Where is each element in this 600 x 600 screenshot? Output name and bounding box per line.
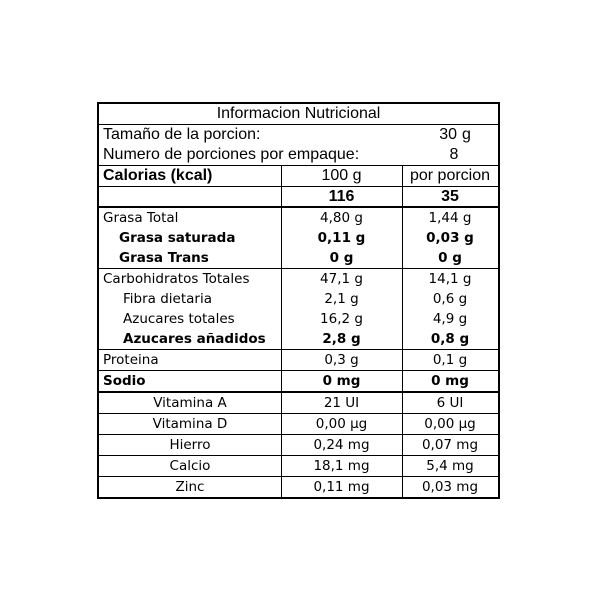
table-title: Informacion Nutricional xyxy=(216,105,381,122)
table-row xyxy=(99,455,498,476)
nutrient-per-100g: 16,2 g xyxy=(320,311,363,327)
nutrient-per-serving: 0 mg xyxy=(431,373,469,389)
col-per-serving-header: por porcion xyxy=(409,167,491,184)
table-row xyxy=(99,289,498,309)
table-row xyxy=(99,413,498,434)
portions-value: 8 xyxy=(449,145,459,163)
calories-per-serving: 35 xyxy=(441,187,459,205)
nutrient-name: Sodio xyxy=(103,373,146,389)
nutrient-per-100g: 0,3 g xyxy=(324,352,359,368)
nutrient-per-serving: 0 g xyxy=(438,250,462,266)
nutrient-per-100g: 2,1 g xyxy=(324,291,359,307)
table-row xyxy=(99,309,498,329)
micronutrient-per-serving: 0,03 mg xyxy=(421,479,479,495)
nutrient-per-serving: 0,8 g xyxy=(430,331,470,347)
nutrient-per-serving: 0,1 g xyxy=(432,352,468,368)
serving-size-unit: g xyxy=(462,125,471,143)
micronutrient-per-100g: 21 UI xyxy=(323,395,360,411)
calories-header-row xyxy=(99,165,498,186)
micronutrient-name: Calcio xyxy=(169,458,211,474)
nutrient-name: Fibra dietaria xyxy=(123,291,212,307)
micronutrient-per-serving: 0,00 µg xyxy=(424,416,476,432)
nutrient-name: Grasa saturada xyxy=(119,230,236,246)
serving-size-label: Tamaño de la porcion: xyxy=(103,125,261,143)
table-row xyxy=(99,349,498,370)
table-row xyxy=(99,391,498,413)
nutrient-name: Carbohidratos Totales xyxy=(103,271,250,287)
micronutrient-per-100g: 18,1 mg xyxy=(313,458,370,474)
col-100g-header: 100 g xyxy=(321,167,362,184)
portions-row xyxy=(99,144,498,165)
title-row xyxy=(99,104,498,124)
table-row xyxy=(99,268,498,289)
table-row xyxy=(99,434,498,455)
micronutrient-per-100g: 0,24 mg xyxy=(313,437,370,453)
calories-label: Calorias (kcal) xyxy=(103,167,213,184)
nutrient-per-100g: 0,11 g xyxy=(317,230,366,246)
nutrient-per-100g: 47,1 g xyxy=(320,271,363,287)
micronutrient-name: Vitamina A xyxy=(153,395,227,411)
micronutrient-name: Hierro xyxy=(169,437,211,453)
nutrient-name: Grasa Total xyxy=(103,210,179,226)
table-row xyxy=(99,476,498,497)
nutrient-per-100g: 2,8 g xyxy=(322,331,361,347)
table-row xyxy=(99,329,498,349)
micronutrient-per-100g: 0,00 µg xyxy=(315,416,368,432)
micronutrient-per-serving: 0,07 mg xyxy=(421,437,479,453)
table-row xyxy=(99,248,498,268)
calories-value-row xyxy=(99,186,498,206)
nutrient-per-serving: 0,03 g xyxy=(426,230,474,246)
nutrition-facts-table xyxy=(97,102,500,499)
micronutrient-per-serving: 6 UI xyxy=(436,395,464,411)
serving-size-row xyxy=(99,124,498,144)
serving-size-value: 30 xyxy=(439,125,457,143)
micronutrient-name: Vitamina D xyxy=(152,416,228,432)
nutrient-name: Grasa Trans xyxy=(119,250,209,266)
table-row xyxy=(99,370,498,391)
table-row xyxy=(99,228,498,248)
micronutrient-name: Zinc xyxy=(175,479,205,495)
nutrient-per-serving: 1,44 g xyxy=(428,210,472,226)
nutrient-per-serving: 0,6 g xyxy=(432,291,468,307)
calories-per-100g: 116 xyxy=(328,187,355,205)
column-divider-2 xyxy=(402,165,403,497)
micronutrient-per-serving: 5,4 mg xyxy=(426,458,474,474)
nutrient-per-100g: 0 mg xyxy=(322,373,361,389)
table-row xyxy=(99,206,498,228)
nutrient-name: Proteina xyxy=(103,352,159,368)
nutrient-name: Azucares totales xyxy=(123,311,235,327)
nutrient-name: Azucares añadidos xyxy=(123,331,266,347)
nutrient-per-serving: 4,9 g xyxy=(432,311,468,327)
column-divider-1 xyxy=(281,165,282,497)
nutrient-per-serving: 14,1 g xyxy=(428,271,472,287)
nutrient-per-100g: 0 g xyxy=(329,250,354,266)
nutrient-per-100g: 4,80 g xyxy=(320,210,363,226)
portions-label: Numero de porciones por empaque: xyxy=(103,145,360,163)
micronutrient-per-100g: 0,11 mg xyxy=(313,479,370,495)
